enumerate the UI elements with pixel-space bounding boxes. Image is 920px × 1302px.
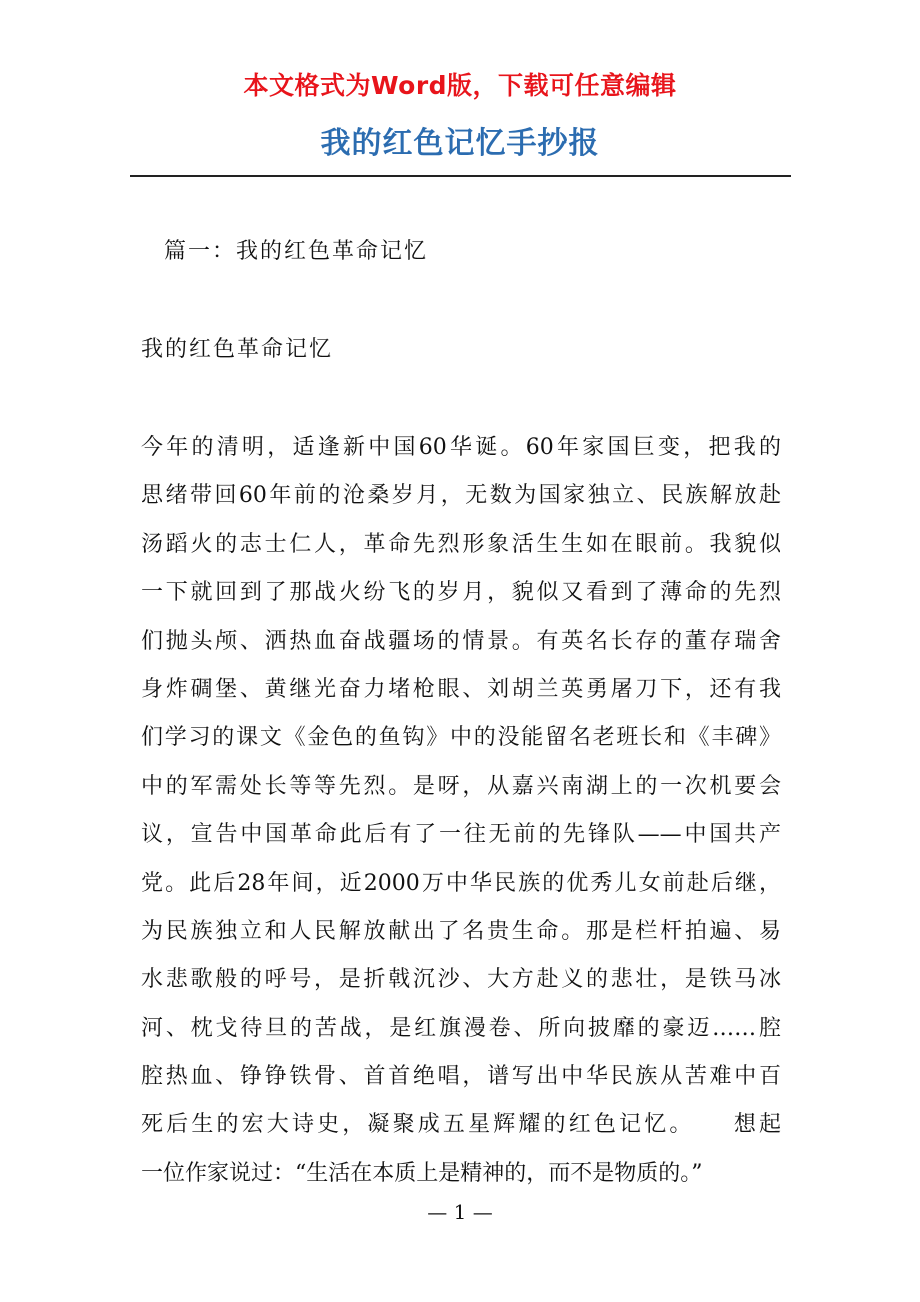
body-line: 汤蹈火的志士仁人，革命先烈形象活生生如在眼前。我貌似 — [141, 531, 781, 557]
title-divider — [130, 175, 791, 177]
body-line: 们抛头颅、洒热血奋战疆场的情景。有英名长存的董存瑞舍 — [141, 628, 781, 654]
article-body — [141, 424, 781, 1198]
section-heading: 篇一：我的红色革命记忆 — [164, 239, 429, 264]
body-line: 为民族独立和人民解放献出了名贵生命。那是栏杆拍遍、易 — [141, 918, 781, 944]
body-line: 今年的清明，适逢新中国60华诞。60年家国巨变，把我的 — [141, 435, 781, 460]
body-line: 水悲歌般的呼号，是折戟沉沙、大方赴义的悲壮，是铁马冰 — [141, 967, 781, 993]
page-number: — 1 — — [427, 1200, 493, 1224]
body-line: 腔热血、铮铮铁骨、首首绝唱，谱写出中华民族从苦难中百 — [141, 1064, 781, 1090]
body-line: 思绪带回60年前的沧桑岁月，无数为国家独立、民族解放赴 — [141, 483, 781, 509]
body-line: 一下就回到了那战火纷飞的岁月，貌似又看到了薄命的先烈 — [141, 580, 781, 606]
body-line: 党。此后28年间，近2000万中华民族的优秀儿女前赴后继， — [141, 870, 781, 896]
article-title: 我的红色革命记忆 — [141, 337, 334, 362]
body-line: 身炸碉堡、黄继光奋力堵枪眼、刘胡兰英勇屠刀下，还有我 — [141, 676, 781, 702]
body-line: 一位作家说过：“生活在本质上是精神的，而不是物质的。” — [141, 1160, 703, 1186]
download-notice: 本文格式为Word版，下载可任意编辑 — [243, 71, 677, 100]
page-title: 我的红色记忆手抄报 — [320, 126, 600, 161]
body-line: 河、枕戈待旦的苦战，是红旗漫卷、所向披靡的豪迈……腔 — [141, 1015, 781, 1041]
body-line: 中的军需处长等等先烈。是呀，从嘉兴南湖上的一次机要会 — [141, 773, 781, 799]
body-line: 死后生的宏大诗史，凝聚成五星辉耀的红色记忆。 想起 — [141, 1112, 781, 1138]
body-line: 议，宣告中国革命此后有了一往无前的先锋队——中国共产 — [141, 822, 781, 848]
body-line: 们学习的课文《金色的鱼钩》中的没能留名老班长和《丰碑》 — [141, 725, 781, 751]
